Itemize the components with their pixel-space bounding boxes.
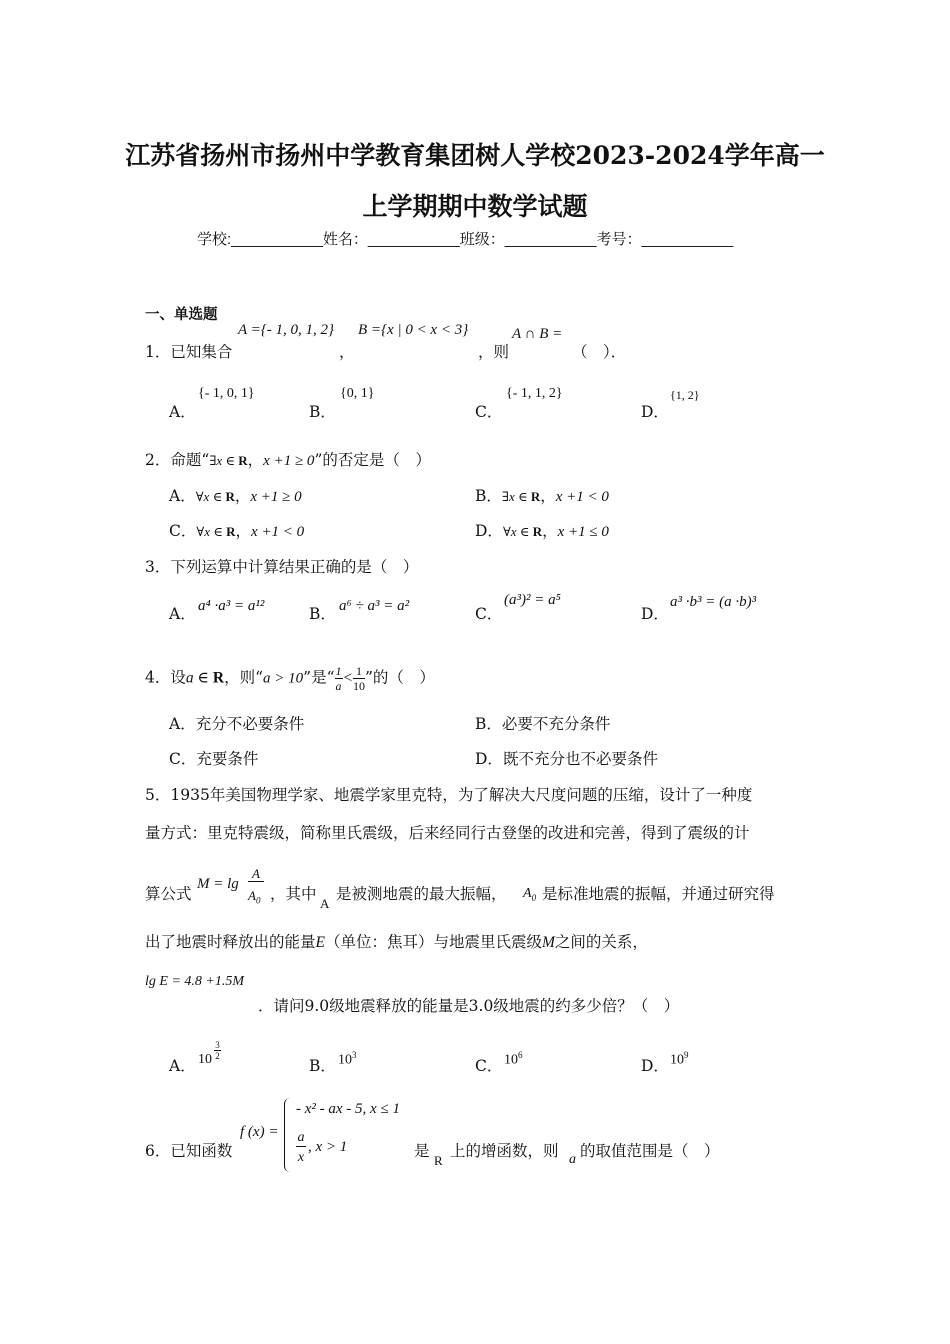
q4-a-in: a ∈	[185, 669, 213, 687]
q1-opt-c-label: C．	[475, 403, 503, 421]
q5-l4-text-3: 之间的关系，	[554, 933, 648, 951]
q4-less-than: <	[342, 669, 353, 687]
q4-opt-c	[169, 747, 258, 769]
q4-frac-1	[335, 664, 343, 693]
q2-text-end: ”的否定是（ ）	[314, 451, 431, 469]
q3-opt-b: a⁶ ÷ a³ = a²	[339, 598, 410, 614]
q5-opt-c-label: C．	[475, 1057, 503, 1075]
q4-frac-2	[353, 664, 365, 693]
q2-opt-c	[169, 519, 304, 541]
q4-text-1: 设	[170, 668, 186, 687]
q2-opt-c-quant: ∀x ∈	[196, 524, 227, 539]
q2-opt-b-comma: ，	[540, 487, 556, 505]
q2-opt-a-cond: x +1 ≥ 0	[250, 489, 302, 505]
q6-case-2-cond: , x > 1	[308, 1139, 348, 1155]
q4-opt-d	[475, 747, 658, 769]
q4-opt-b	[475, 712, 610, 734]
q5-question-text: ．请问9.0级地震释放的能量是3.0级地震的约多少倍？（ ）	[258, 997, 680, 1015]
q4-opt-d-label: D．	[475, 750, 503, 768]
q4-opt-a-text: 充分不必要条件	[195, 715, 305, 733]
q5-opt-a-exp-den: 2	[215, 1051, 220, 1061]
q2-comma: ，	[247, 451, 264, 469]
q4-stem	[145, 664, 435, 693]
q5-opt-d-base: 10	[670, 1052, 684, 1068]
q5-l3-text-4: 是标准地震的振幅，并通过研究得	[542, 885, 775, 903]
q5-text-line2: 量方式：里克特震级，简称里氏震级，后来经同行古登堡的改进和完善，得到了震级的计	[145, 824, 750, 842]
q3-opt-a: a⁴ ·a³ = a¹²	[198, 598, 265, 614]
q1-intersection: A ∩ B =	[512, 326, 563, 342]
q2-opt-d	[475, 519, 609, 541]
q6-text-2: 是	[414, 1142, 430, 1160]
doc-title-line1: 江苏省扬州市扬州中学教育集团树人学校2023-2024学年高一	[125, 141, 825, 170]
q1-text: 已知集合	[170, 343, 233, 361]
q4-number: 4．	[145, 668, 171, 687]
q5-l3-text-1: 算公式	[145, 885, 192, 903]
q5-symbol-a: A	[320, 896, 330, 911]
q1-then: ，则	[478, 343, 510, 361]
q6-text-1: 已知函数	[170, 1142, 233, 1160]
q4-opt-d-text: 既不充分也不必要条件	[502, 750, 658, 768]
q3-text: 下列运算中计算结果正确的是（ ）	[170, 558, 419, 576]
q1-opt-d-label: D．	[641, 403, 669, 421]
q1-number: 1．	[145, 343, 171, 361]
q6-piecewise-brace	[284, 1098, 295, 1172]
q4-frac-1-den: a	[335, 679, 342, 693]
student-info-line: 学校:___________姓名：___________班级：___________考号：___________	[197, 231, 734, 248]
q1-stem	[145, 340, 232, 362]
q5-frac-den-a: A	[248, 888, 256, 903]
q6-case-1: - x² - ax - 5, x ≤ 1	[296, 1101, 400, 1117]
q1-opt-b-label: B．	[309, 403, 336, 421]
q6-text-4: 的取值范围是（ ）	[580, 1142, 720, 1160]
q1-opt-a-label: A．	[169, 403, 196, 421]
q2-opt-b-cond: x +1 < 0	[555, 489, 609, 505]
q2-number: 2．	[145, 451, 171, 469]
q4-text-3: ”是“	[303, 668, 335, 687]
q5-number: 5．	[145, 786, 171, 804]
q3-opt-d: a³ ·b³ = (a ·b)³	[670, 594, 757, 610]
q2-text-start: 命题“	[170, 451, 210, 469]
q2-opt-a	[169, 484, 302, 506]
q1-comma: ，	[339, 343, 355, 361]
q2-opt-a-label: A．	[169, 487, 196, 505]
q2-opt-b-real: R	[530, 489, 541, 504]
q5-opt-c	[504, 1050, 523, 1069]
q2-opt-a-quant: ∀x ∈	[195, 489, 226, 504]
q3-number: 3．	[145, 558, 171, 576]
q5-symbol-m: M	[542, 934, 555, 951]
q4-opt-b-text: 必要不充分条件	[501, 715, 611, 733]
q5-l4-text-1: 出了地震时释放出的能量	[145, 933, 316, 951]
q5-opt-b-label: B．	[309, 1057, 336, 1075]
q3-opt-a-label: A．	[169, 605, 196, 623]
q2-opt-b	[475, 484, 609, 506]
q2-condition: x +1 ≥ 0	[263, 453, 315, 469]
q5-formula-m: M = lg	[197, 876, 239, 892]
q4-frac-2-num: 1	[353, 664, 365, 679]
q2-opt-d-comma: ，	[542, 522, 558, 540]
q4-frac-2-den: 10	[352, 679, 365, 693]
q5-opt-a-exp-num: 3	[215, 1040, 220, 1050]
q5-l4-text-2: （单位：焦耳）与地震里氏震级	[324, 933, 542, 951]
q6-symbol-a: a	[569, 1152, 576, 1167]
q6-stem-start	[145, 1139, 232, 1161]
q5-opt-c-base: 10	[504, 1052, 518, 1068]
q5-text-line1: 1935年美国物理学家、地震学家里克特，为了解决大尺度问题的压缩，设计了一种度	[170, 786, 753, 804]
q5-line-4	[145, 930, 648, 952]
q2-opt-c-cond: x +1 < 0	[251, 524, 305, 540]
q2-opt-c-comma: ，	[235, 522, 252, 540]
q5-opt-c-exp: 6	[518, 1050, 523, 1060]
q5-l3-text-3: 是被测地震的最大振幅，	[336, 885, 507, 903]
q2-opt-b-quant: ∃x ∈	[501, 489, 531, 504]
q3-opt-c-label: C．	[475, 605, 503, 623]
q6-real-set: R	[434, 1153, 443, 1168]
section-heading: 一、单选题	[145, 307, 218, 323]
q1-set-a: A ={- 1, 0, 1, 2}	[238, 322, 335, 338]
q3-opt-d-label: D．	[641, 605, 669, 623]
q3-opt-c: (a³)² = a⁵	[504, 592, 561, 608]
q2-stem	[145, 448, 431, 470]
q5-opt-d	[670, 1050, 689, 1069]
q6-function-name: f (x) =	[240, 1124, 279, 1140]
q2-exists: ∃x ∈	[209, 453, 239, 468]
q6-number: 6．	[145, 1142, 171, 1160]
q2-opt-a-comma: ，	[234, 487, 251, 505]
q2-opt-c-label: C．	[169, 522, 197, 540]
q5-frac-num: A	[248, 866, 264, 882]
q5-energy-formula: lg E = 4.8 +1.5M	[145, 974, 244, 989]
q1-paren: （ ）．	[572, 343, 627, 361]
q2-opt-d-label: D．	[475, 522, 503, 540]
q4-opt-c-label: C．	[169, 750, 197, 768]
q5-symbol-a0-base: A	[523, 886, 532, 901]
q5-opt-d-label: D．	[641, 1057, 669, 1075]
q5-frac-den	[248, 888, 260, 906]
q1-opt-d: {1, 2}	[670, 388, 700, 402]
q4-text-2: ，则“	[224, 668, 264, 687]
q2-opt-d-real: R	[532, 524, 543, 539]
q1-opt-a: {- 1, 0, 1}	[198, 386, 255, 401]
q5-opt-a-base: 10	[198, 1052, 212, 1067]
q3-opt-b-label: B．	[309, 605, 336, 623]
q6-text-3: 上的增函数，则	[450, 1142, 559, 1160]
q2-opt-c-real: R	[226, 524, 236, 539]
q5-opt-d-exp: 9	[684, 1050, 689, 1060]
q5-symbol-a0	[523, 886, 536, 903]
q4-opt-c-text: 充要条件	[196, 750, 259, 768]
q4-opt-b-label: B．	[475, 715, 502, 733]
q2-opt-d-quant: ∀x ∈	[502, 524, 533, 539]
q4-opt-a-label: A．	[169, 715, 196, 733]
q5-symbol-a0-sub: 0	[531, 892, 537, 903]
q2-opt-a-real: R	[225, 489, 235, 504]
q4-cond-1: a > 10	[263, 670, 304, 687]
q1-opt-c: {- 1, 1, 2}	[506, 386, 563, 401]
q2-opt-b-label: B．	[475, 487, 502, 505]
q1-opt-b: {0, 1}	[340, 386, 375, 401]
q3-stem	[145, 555, 418, 577]
q5-opt-b-exp: 3	[352, 1050, 357, 1060]
q4-opt-a	[169, 712, 304, 734]
q5-opt-b-base: 10	[338, 1052, 352, 1068]
q5-l3-text-2: ，其中	[270, 885, 317, 903]
doc-title-line2: 上学期期中数学试题	[362, 192, 588, 221]
q5-symbol-e: E	[315, 934, 325, 951]
q5-frac-den-sub: 0	[255, 895, 261, 906]
q6-case-2-num: a	[297, 1130, 305, 1145]
q2-real-set: R	[238, 453, 248, 468]
q4-real: R	[212, 669, 225, 687]
q6-case-2-den: x	[297, 1150, 305, 1165]
q2-opt-d-cond: x +1 ≤ 0	[557, 524, 609, 540]
q5-opt-b	[338, 1050, 357, 1069]
q4-text-4: ”的（ ）	[364, 668, 435, 687]
q1-set-b: B ={x | 0 < x < 3}	[358, 322, 469, 338]
q5-opt-a-label: A．	[169, 1057, 196, 1075]
q4-frac-1-num: 1	[335, 664, 342, 678]
q5-line-1	[145, 783, 752, 805]
